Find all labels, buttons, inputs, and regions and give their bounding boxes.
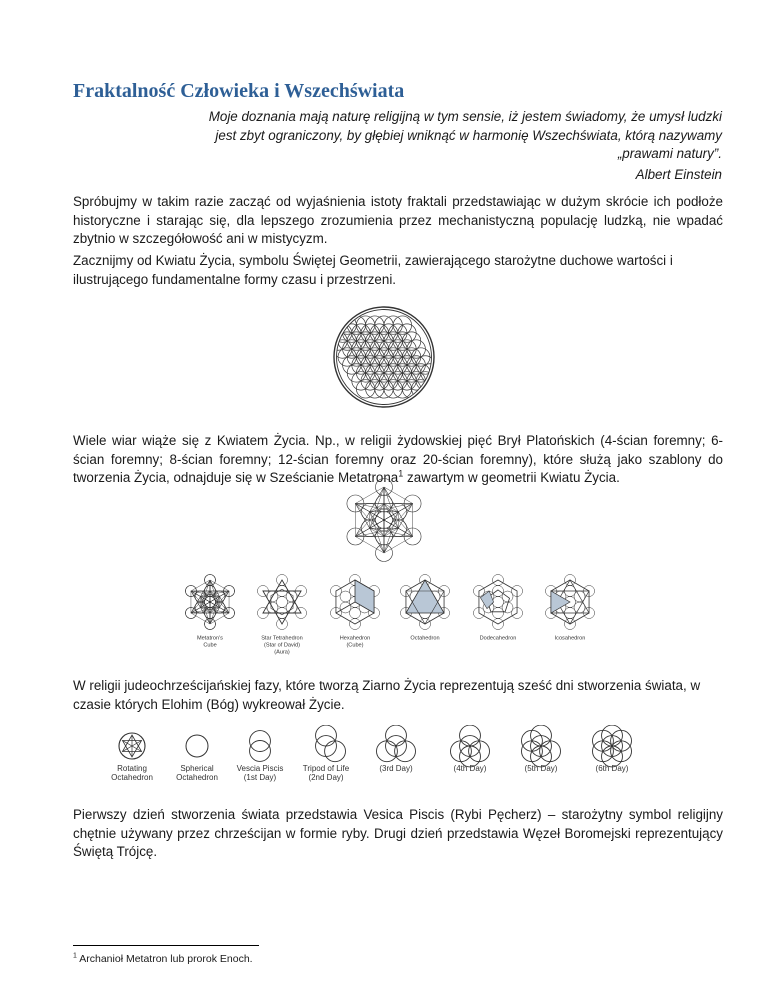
paragraph-vesica-piscis: Pierwszy dzień stworzenia świata przedstawia Vesica Piscis (Rybi Pęcherz) – starożytny symbol religijny chętnie używany przez chrześcijan w formie ryby. Drugi dzień przedstawia Węzeł Boromejski reprezentujący Świętą Trójcę. [73, 807, 723, 859]
seed-label: (1st Day) [243, 773, 277, 782]
document-title: Fraktalność Człowieka i Wszechświata [73, 80, 405, 102]
solid-node-circle [340, 591, 351, 602]
vesica-circle-2 [250, 741, 271, 762]
seed-day-4 [316, 725, 346, 762]
seed-label: Octahedron [176, 773, 218, 782]
paragraph-seed-of-life: W religii judeochrześcijańskiej fazy, które tworzą Ziarno Życia reprezentują sześć dni stworzenia świata, w czasie których Elohim (Bóg) wykreował Życie. [73, 678, 701, 712]
footnote [73, 953, 253, 965]
seed-label: Vescia Piscis [236, 764, 284, 773]
seed-label: (2nd Day) [308, 773, 344, 782]
metatrons-cube-small [185, 575, 234, 630]
seed-label: (6th Day) [595, 764, 629, 773]
solid-node-circle [493, 597, 504, 608]
paragraph-platonic-solids: Wiele wiar wiąże się z Kwiatem Życia. Np., w religii żydowskiej pięć Brył Platońskich (4-ścian foremny; 6-ścian foremny; 8-ścian foremny; 12-ścian foremny oraz 20-ścian foremny), które służą jako szablony do tworzenia Życia, odnajduje się w Sześcianie Metatrona$^1$ zawartym w geometrii Kwiatu Życia. [73, 433, 723, 485]
platonic-solid-4 [400, 575, 449, 630]
seed-day-1 [119, 733, 145, 759]
metatrons-cube-large [347, 479, 421, 562]
flower-of-life-illustration [332, 305, 436, 409]
platonic-label: Star Tetrahedron [261, 635, 303, 642]
seed-of-life-days-illustration [100, 725, 720, 795]
spherical-octahedron-circle [186, 735, 208, 757]
dodecahedron-face [480, 591, 493, 609]
seed-label: Octahedron [111, 773, 153, 782]
solid-node-circle [493, 586, 504, 597]
solid-node-circle [493, 608, 504, 619]
paragraph-flower-of-life: Zacznijmy od Kwiatu Życia, symbolu Świętej Geometrii, zawierającego starożytne duchowe wartości i ilustrującego fundamentalne formy czasu i przestrzeni. [73, 253, 673, 287]
metatron-line [355, 487, 384, 504]
vesica-circle-1 [250, 731, 271, 752]
seed-day-6 [451, 725, 490, 767]
metatron-line [210, 580, 229, 591]
solid-node-circle [350, 608, 361, 619]
seed-day-7 [522, 725, 561, 767]
octahedron-face [406, 580, 444, 613]
footnote-text: Archanioł Metatron lub prorok Enoch. [79, 953, 253, 965]
platonic-solid-2 [257, 575, 306, 630]
platonic-label: (Cube) [346, 642, 364, 649]
epigraph-quote: Moje doznania mają naturę religijną w tym sensie, iż jestem świadomy, że umysł ludzki jest zbyt ograniczony, by głębiej wniknąć w harmonię Wszechświata, którą nazywamy „prawami natury”. [208, 109, 722, 161]
seed-day-2 [186, 735, 208, 757]
epigraph-author: Albert Einstein [635, 167, 722, 182]
seed-label: Rotating [117, 764, 147, 773]
solid-node-circle [277, 597, 288, 608]
footnote-separator [73, 945, 259, 946]
icosahedron-face [551, 591, 570, 613]
metatron-line [191, 580, 210, 591]
footnote-reference[interactable]: 1 [398, 468, 404, 479]
seed-day-8 [593, 725, 632, 767]
platonic-solid-1 [185, 575, 234, 630]
metatrons-cube-illustration [342, 472, 426, 568]
platonic-label: Dodecahedron [479, 635, 517, 642]
metatron-line [210, 613, 229, 624]
seed-day-3 [250, 731, 271, 762]
footnote-number: 1 [73, 952, 77, 960]
flower-circles [332, 316, 436, 398]
platonic-label: Octahedron [410, 635, 440, 642]
seed-day-5 [377, 725, 416, 762]
metatron-line [384, 537, 413, 554]
platonic-solid-3 [330, 575, 379, 630]
seed-label: (5th Day) [524, 764, 558, 773]
metatron-line [355, 537, 384, 554]
platonic-solid-6 [545, 575, 594, 630]
cube-edge [336, 602, 355, 613]
seed-label: (3rd Day) [379, 764, 413, 773]
platonic-label: Cube [203, 642, 217, 649]
paragraph-intro: Spróbujmy w takim razie zacząć od wyjaśnienia istoty fraktali przedstawiając w dużym skrócie ich podłoże historyczne i starając się, dla lepszego zrozumienia przez mechanistyczną populację ludzką, nie wpadać zbytnio w szczegółowość ani w mistycyzm. [73, 194, 723, 246]
metatron-line [384, 487, 413, 504]
seed-label: Tripod of Life [302, 764, 350, 773]
seed-label: Spherical [180, 764, 214, 773]
platonic-label: (Aura) [274, 649, 290, 656]
platonic-label: Icosahedron [554, 635, 586, 642]
platonic-solid-5 [473, 575, 522, 630]
platonic-label: (Star of David) [263, 642, 301, 649]
platonic-solids-illustration [180, 570, 600, 670]
seed-label: (4th Day) [453, 764, 487, 773]
platonic-label: Hexahedron [339, 635, 371, 642]
platonic-label: Metatron's [197, 635, 223, 642]
metatron-line [191, 613, 210, 624]
